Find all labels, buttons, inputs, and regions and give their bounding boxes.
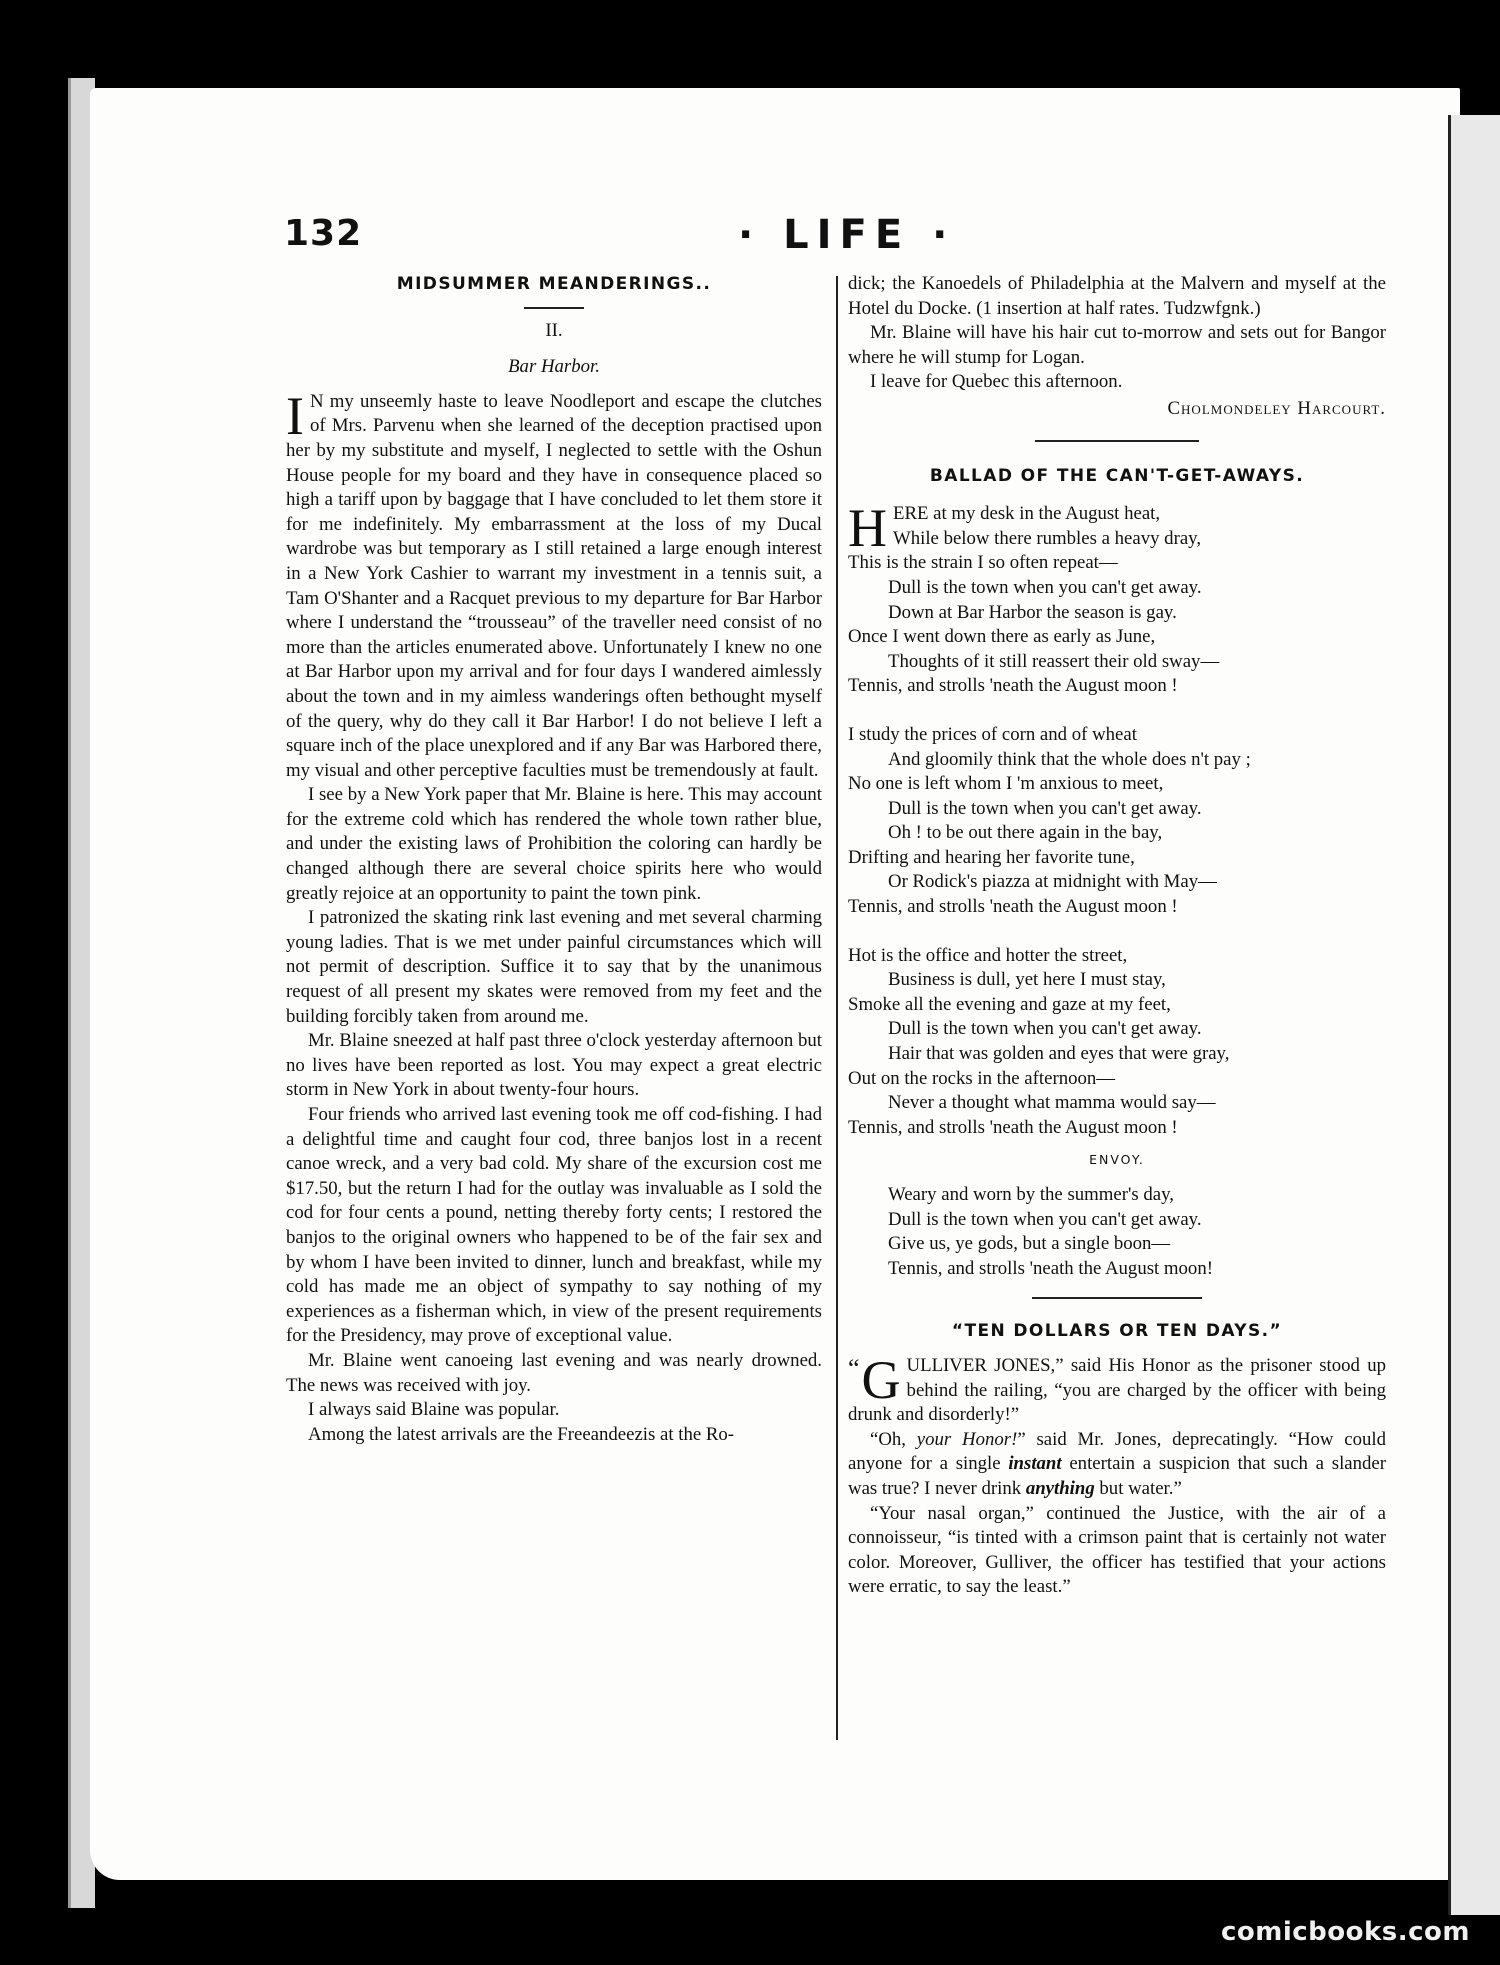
paragraph: I leave for Quebec this afternoon. (870, 371, 1123, 393)
drop-cap: H (848, 498, 887, 559)
verse-line: Dull is the town when you can't get away. (888, 1208, 1202, 1230)
facing-page-edge (1448, 115, 1500, 1915)
verse-line: Or Rodick's piazza at midnight with May— (888, 871, 1217, 893)
right-column (848, 272, 1386, 1600)
paragraph: Mr. Blaine went canoeing last evening and was nearly drowned. The news was received with joy. (286, 1349, 822, 1396)
stanza-2 (848, 723, 1386, 920)
paragraph: Mr. Blaine sneezed at half past three o'clock yesterday afternoon but no lives have been reported as lost. You may expect a great electric storm in New York in about twenty-four hours. (286, 1030, 822, 1101)
verse-line: This is the strain I so often repeat— (848, 552, 1118, 574)
drop-cap: I (286, 385, 304, 446)
verse-line: Tennis, and strolls 'neath the August moon ! (848, 1116, 1178, 1138)
watermark: comicbooks.com (1220, 1917, 1470, 1947)
masthead: · LIFE · (738, 212, 956, 258)
envoy-label: ENVOY. (1089, 1152, 1145, 1168)
verse-line: Once I went down there as early as June, (848, 626, 1156, 648)
ballad-verse (848, 498, 1386, 1281)
verse-line: Weary and worn by the summer's day, (888, 1184, 1174, 1205)
section-rule (1032, 1297, 1202, 1299)
drop-cap: G (861, 1349, 901, 1410)
article-part: II. (545, 319, 563, 341)
article-subtitle: Bar Harbor. (508, 356, 600, 378)
signature: Cholmondeley Harcourt. (1167, 397, 1386, 419)
paragraph: “Oh, your Honor!” said Mr. Jones, deprecatingly. “How could anyone for a single instant entertain a suspicion that such a slander was true? I never drink anything but water.” (848, 1428, 1387, 1499)
verse-line: Hair that was golden and eyes that were gray, (888, 1043, 1230, 1065)
section-rule (1035, 440, 1199, 442)
verse-line: Drifting and hearing her favorite tune, (848, 846, 1135, 868)
verse-line: Dull is the town when you can't get away. (888, 1018, 1202, 1040)
stanza-1 (848, 498, 1386, 699)
paragraph: Four friends who arrived last evening took me off cod-fishing. I had a delightful time and caught four cod, three banjos lost in a recent canoe wreck, and a very bad cold. My share of the excursion cost me $17.50, but the return I had for the outlay was invaluable as I sold the cod for four cents a pound, netting thereby forty cents; I restored the banjos to the original owners who happened to be of the fair sex and by whom I have been invited to dinner, lunch and breakfast, while my cold has made me an object of sympathy to say nothing of my experiences as a fisherman which, in view of the present requirements for the Presidency, may prove of exceptional value. (286, 1104, 822, 1347)
page-number: 132 (284, 213, 363, 254)
verse-line: Hot is the office and hotter the street, (848, 944, 1128, 966)
ballad-title: BALLAD OF THE CAN'T-GET-AWAYS. (929, 465, 1305, 486)
paragraph: I N my unseemly haste to leave Noodleport and escape the clutches of Mrs. Parvenu when she learned of the deception practised upon her by my substitute and myself, I neglected to settle with the Oshun House people for my board and they have in consequence placed so high a tariff upon by baggage that I have concluded to let them store it for me indefinitely. My embarrassment at the loss of my Ducal wardrobe was but temporary as I still retained a large enough interest in a New York Cashier to warrant my investment in a tennis suit, a Tam O'Shanter and a Racquet previous to my departure for Bar Harbor where I understand the “trousseau” of the traveller need consist of no more than the articles enumerated above. Unfortunately I knew no one at Bar Harbor upon my arrival and for four days I wandered aimlessly about the town and in my aimless wanderings often bethought myself of the query, why do they call it Bar Harbor! I do not believe I left a square inch of the place unexplored and if any Bar was Harbored there, my visual and other perceptive faculties must be tremendously at fault. (286, 385, 822, 781)
verse-line: Tennis, and strolls 'neath the August moon! (888, 1257, 1213, 1279)
article-title: “TEN DOLLARS OR TEN DAYS.” (951, 1321, 1283, 1342)
envoy-stanza (848, 1183, 1386, 1281)
paragraph: I see by a New York paper that Mr. Blaine is here. This may account for the extreme cold which has rendered the whole town rather blue, and under the existing laws of Prohibition the coloring can hardly be changed although there are several choice spirits here who would greatly rejoice at an opportunity to paint the town pink. (286, 784, 822, 904)
title-rule (524, 307, 584, 309)
verse-line: While below there rumbles a heavy dray, (893, 527, 1202, 549)
verse-line: Thoughts of it still reassert their old sway— (888, 650, 1220, 672)
paragraph: Among the latest arrivals are the Freeandeezis at the Ro- (308, 1423, 735, 1445)
verse-line: Give us, ye gods, but a single boon— (888, 1233, 1171, 1255)
left-column (286, 272, 822, 1447)
verse-line: Down at Bar Harbor the season is gay. (888, 601, 1177, 623)
verse-line: No one is left whom I 'm anxious to meet, (848, 773, 1164, 795)
paragraph: dick; the Kanoedels of Philadelphia at the Malvern and myself at the Hotel du Docke. (1 insertion at half rates. Tudzwfgnk.) (848, 273, 1386, 319)
verse-line: Dull is the town when you can't get away. (888, 797, 1202, 819)
verse-line: Tennis, and strolls 'neath the August moon ! (848, 675, 1178, 697)
article-title: MIDSUMMER MEANDERINGS.. (396, 274, 712, 294)
verse-line: Oh ! to be out there again in the bay, (888, 822, 1163, 844)
verse-line: HERE at my desk in the August heat, (848, 498, 1161, 559)
stanza-3 (848, 944, 1386, 1141)
verse-line: And gloomily think that the whole does n't pay ; (888, 748, 1251, 770)
paragraph: “ G ULLIVER JONES,” said His Honor as the prisoner stood up behind the railing, “you are charged by the officer with being drunk and disorderly!” (848, 1349, 1386, 1426)
paragraph: “Your nasal organ,” continued the Justice, with the air of a connoisseur, “is tinted with a crimson paint that is certainly not water color. Moreover, Gulliver, the officer has testified that your actions were erratic, to say the least.” (848, 1502, 1386, 1598)
verse-line: Never a thought what mamma would say— (888, 1092, 1216, 1114)
paragraph: Mr. Blaine will have his hair cut to-morrow and sets out for Bangor where he will stump for Logan. (848, 322, 1386, 368)
verse-line: I study the prices of corn and of wheat (848, 723, 1137, 745)
verse-line: Smoke all the evening and gaze at my feet, (848, 993, 1171, 1015)
verse-line: Out on the rocks in the afternoon— (848, 1067, 1116, 1089)
paragraph: I patronized the skating rink last evening and met several charming young ladies. That is we met under painful circumstances which will not permit of description. Suffice it to say that by the unanimous request of all present my skates were removed from my feet and the building forcibly taken from around me. (286, 907, 822, 1027)
verse-line: Dull is the town when you can't get away. (888, 576, 1202, 598)
verse-line: Tennis, and strolls 'neath the August moon ! (848, 896, 1178, 918)
verse-line: Business is dull, yet here I must stay, (888, 969, 1166, 991)
paragraph: I always said Blaine was popular. (308, 1399, 560, 1421)
column-divider (836, 276, 838, 1740)
